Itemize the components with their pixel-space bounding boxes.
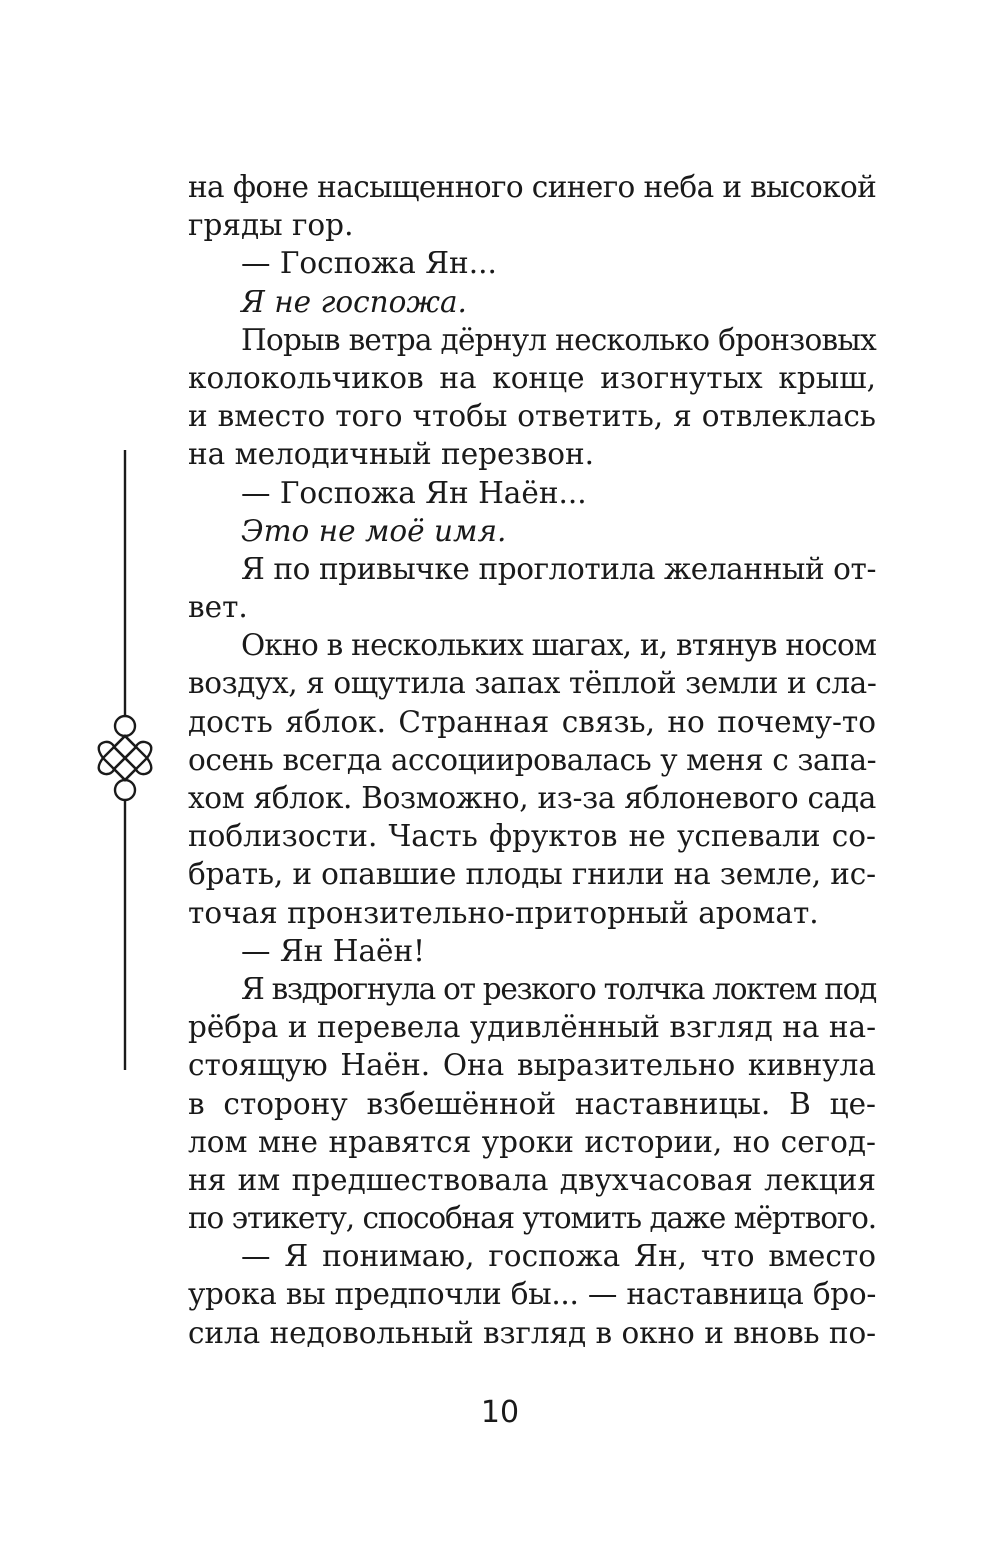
text-line: лом мне нравятся уроки истории, но сегод- <box>188 1124 876 1159</box>
ornament-bottom-loop <box>115 780 135 800</box>
ornament-knot <box>99 736 152 780</box>
text-line: на мелодичный перезвон. <box>188 437 594 472</box>
endless-knot-ornament-icon <box>95 450 155 1070</box>
text-line: брать, и опавшие плоды гнили на земле, ис- <box>188 857 876 892</box>
text-line: — Я понимаю, госпожа Ян, что вместо <box>241 1239 876 1274</box>
text-line: стоящую Наён. Она выразительно кивнула <box>188 1048 876 1083</box>
text-line: — Ян Наён! <box>241 933 426 968</box>
text-line: осень всегда ассоциировалась у меня с запа- <box>188 742 877 777</box>
text-line: вет. <box>188 590 248 625</box>
text-line: рёбра и перевела удивлённый взгляд на на- <box>188 1010 876 1045</box>
ornament-top-loop <box>115 716 135 736</box>
text-line: хом яблок. Возможно, из-за яблоневого сада <box>188 781 876 815</box>
text-line: — Госпожа Ян Наён... <box>241 475 587 510</box>
text-line: гряды гор. <box>188 208 354 243</box>
text-line: Я по привычке проглотила желанный от- <box>241 551 877 586</box>
text-line: ня им предшествовала двухчасовая лекция <box>188 1162 876 1197</box>
text-line: урока вы предпочли бы... — наставница бро- <box>188 1277 876 1312</box>
text-line: Окно в нескольких шагах, и, втянув носом <box>241 628 877 663</box>
text-line: поблизости. Часть фруктов не успевали со- <box>188 819 876 854</box>
text-line: Порыв ветра дёрнул несколько бронзовых <box>241 322 876 357</box>
text-line: по этикету, способная утомить даже мёртвого. <box>188 1201 876 1236</box>
body-text <box>188 168 876 1352</box>
text-line: Это не моё имя. <box>241 513 507 548</box>
text-line: колокольчиков на конце изогнутых крыш, <box>188 360 876 395</box>
text-line: Я не госпожа. <box>241 284 467 319</box>
text-line: точая пронзительно-приторный аромат. <box>188 895 819 930</box>
text-line: в сторону взбешённой наставницы. В це- <box>188 1086 876 1121</box>
text-line: — Госпожа Ян... <box>241 246 497 281</box>
text-line: воздух, я ощутила запах тёплой земли и сла- <box>188 666 877 701</box>
text-line: Я вздрогнула от резкого толчка локтем под <box>241 971 876 1006</box>
text-line: дость яблок. Странная связь, но почему-то <box>188 704 876 739</box>
page-number: 10 <box>480 1395 520 1430</box>
text-line: и вместо того чтобы ответить, я отвлеклась <box>188 399 876 434</box>
text-line: на фоне насыщенного синего неба и высокой <box>188 170 877 204</box>
text-line: сила недовольный взгляд в окно и вновь по- <box>188 1315 876 1350</box>
